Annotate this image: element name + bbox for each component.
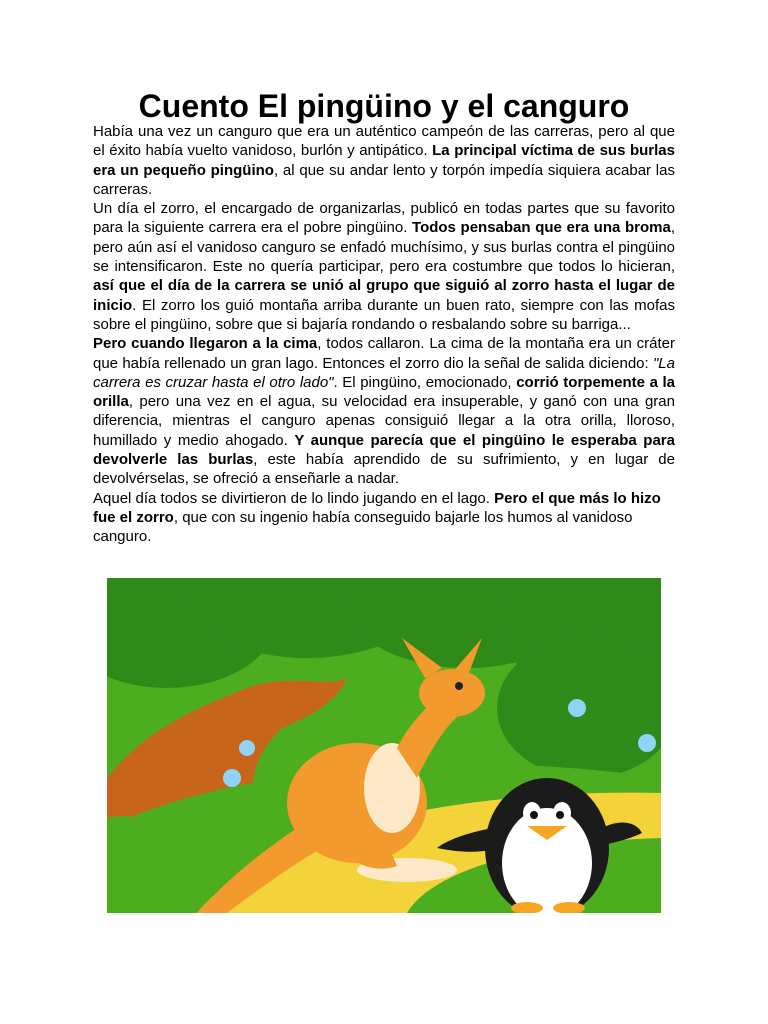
bold-text-run: Pero cuando llegaron a la cima [93,335,318,353]
text-run: , este había aprendido de su sufrimiento, y en lugar de devolvérselas, se ofreció a enseñarle a nadar. [93,451,675,488]
bold-text-run: La principal víctima de sus burlas era un pequeño pingüino [93,142,675,179]
story-body [93,122,675,547]
text-run: , al que su andar lento y torpón impedía siquiera acabar las carreras. [93,161,675,198]
story-paragraph [93,334,675,488]
italic-text-run: "La carrera es cruzar hasta el otro lado" [93,354,675,391]
text-run: , que con su ingenio había conseguido bajarle los humos al vanidoso canguro. [93,508,633,546]
text-run: , todos callaron. La cima de la montaña era un cráter que había rellenado un gran lago. Entonces el zorro dio la señal de salida diciendo: [93,335,676,372]
text-run: , pero aún así el vanidoso canguro se enfadó muchísimo, y sus burlas contra el pingüino se intensificaron. Este no quería participar, pero era costumbre que todos lo hicieran, [93,219,676,276]
story-paragraph [93,489,675,547]
text-run: Había una vez un canguro que era un auténtico campeón de las carreras, pero al que el éxito había vuelto vanidoso, burlón y antipático. [93,123,675,160]
bold-text-run: así que el día de la carrera se unió al grupo que siguió al zorro hasta el lugar de inicio [93,277,675,314]
story-paragraph [93,122,675,199]
story-illustration [107,578,661,913]
bold-text-run: Y aunque parecía que el pingüino le esperaba para devolverle las burlas [93,431,675,469]
bold-text-run: Todos pensaban que era una broma [412,219,671,237]
story-title: Cuento El pingüino y el canguro [138,88,630,124]
text-run: Un día el zorro, el encargado de organizarlas, publicó en todas partes que su favorito para la siguiente carrera era el pobre pingüino. [93,200,675,237]
bold-text-run: corrió torpemente a la orilla [93,373,676,411]
illustration-svg [107,578,661,913]
bold-text-run: Pero el que más lo hizo fue el zorro [93,489,661,526]
story-paragraph [93,199,675,334]
text-run: . El pingüino, emocionado, [333,373,517,391]
text-run: Aquel día todos se divirtieron de lo lindo jugando en el lago. [93,489,495,507]
text-run: , pero una vez en el agua, su velocidad era insuperable, y ganó con una gran diferencia, mientras el canguro apenas consiguió llegar a la otra orilla, lloroso, humillado y medio ahogado. [93,393,675,449]
text-run: . El zorro los guió montaña arriba durante un buen rato, siempre con las mofas sobre el pingüino, sobre que si bajaría rondando o resbalando sobre su barriga... [93,296,675,333]
